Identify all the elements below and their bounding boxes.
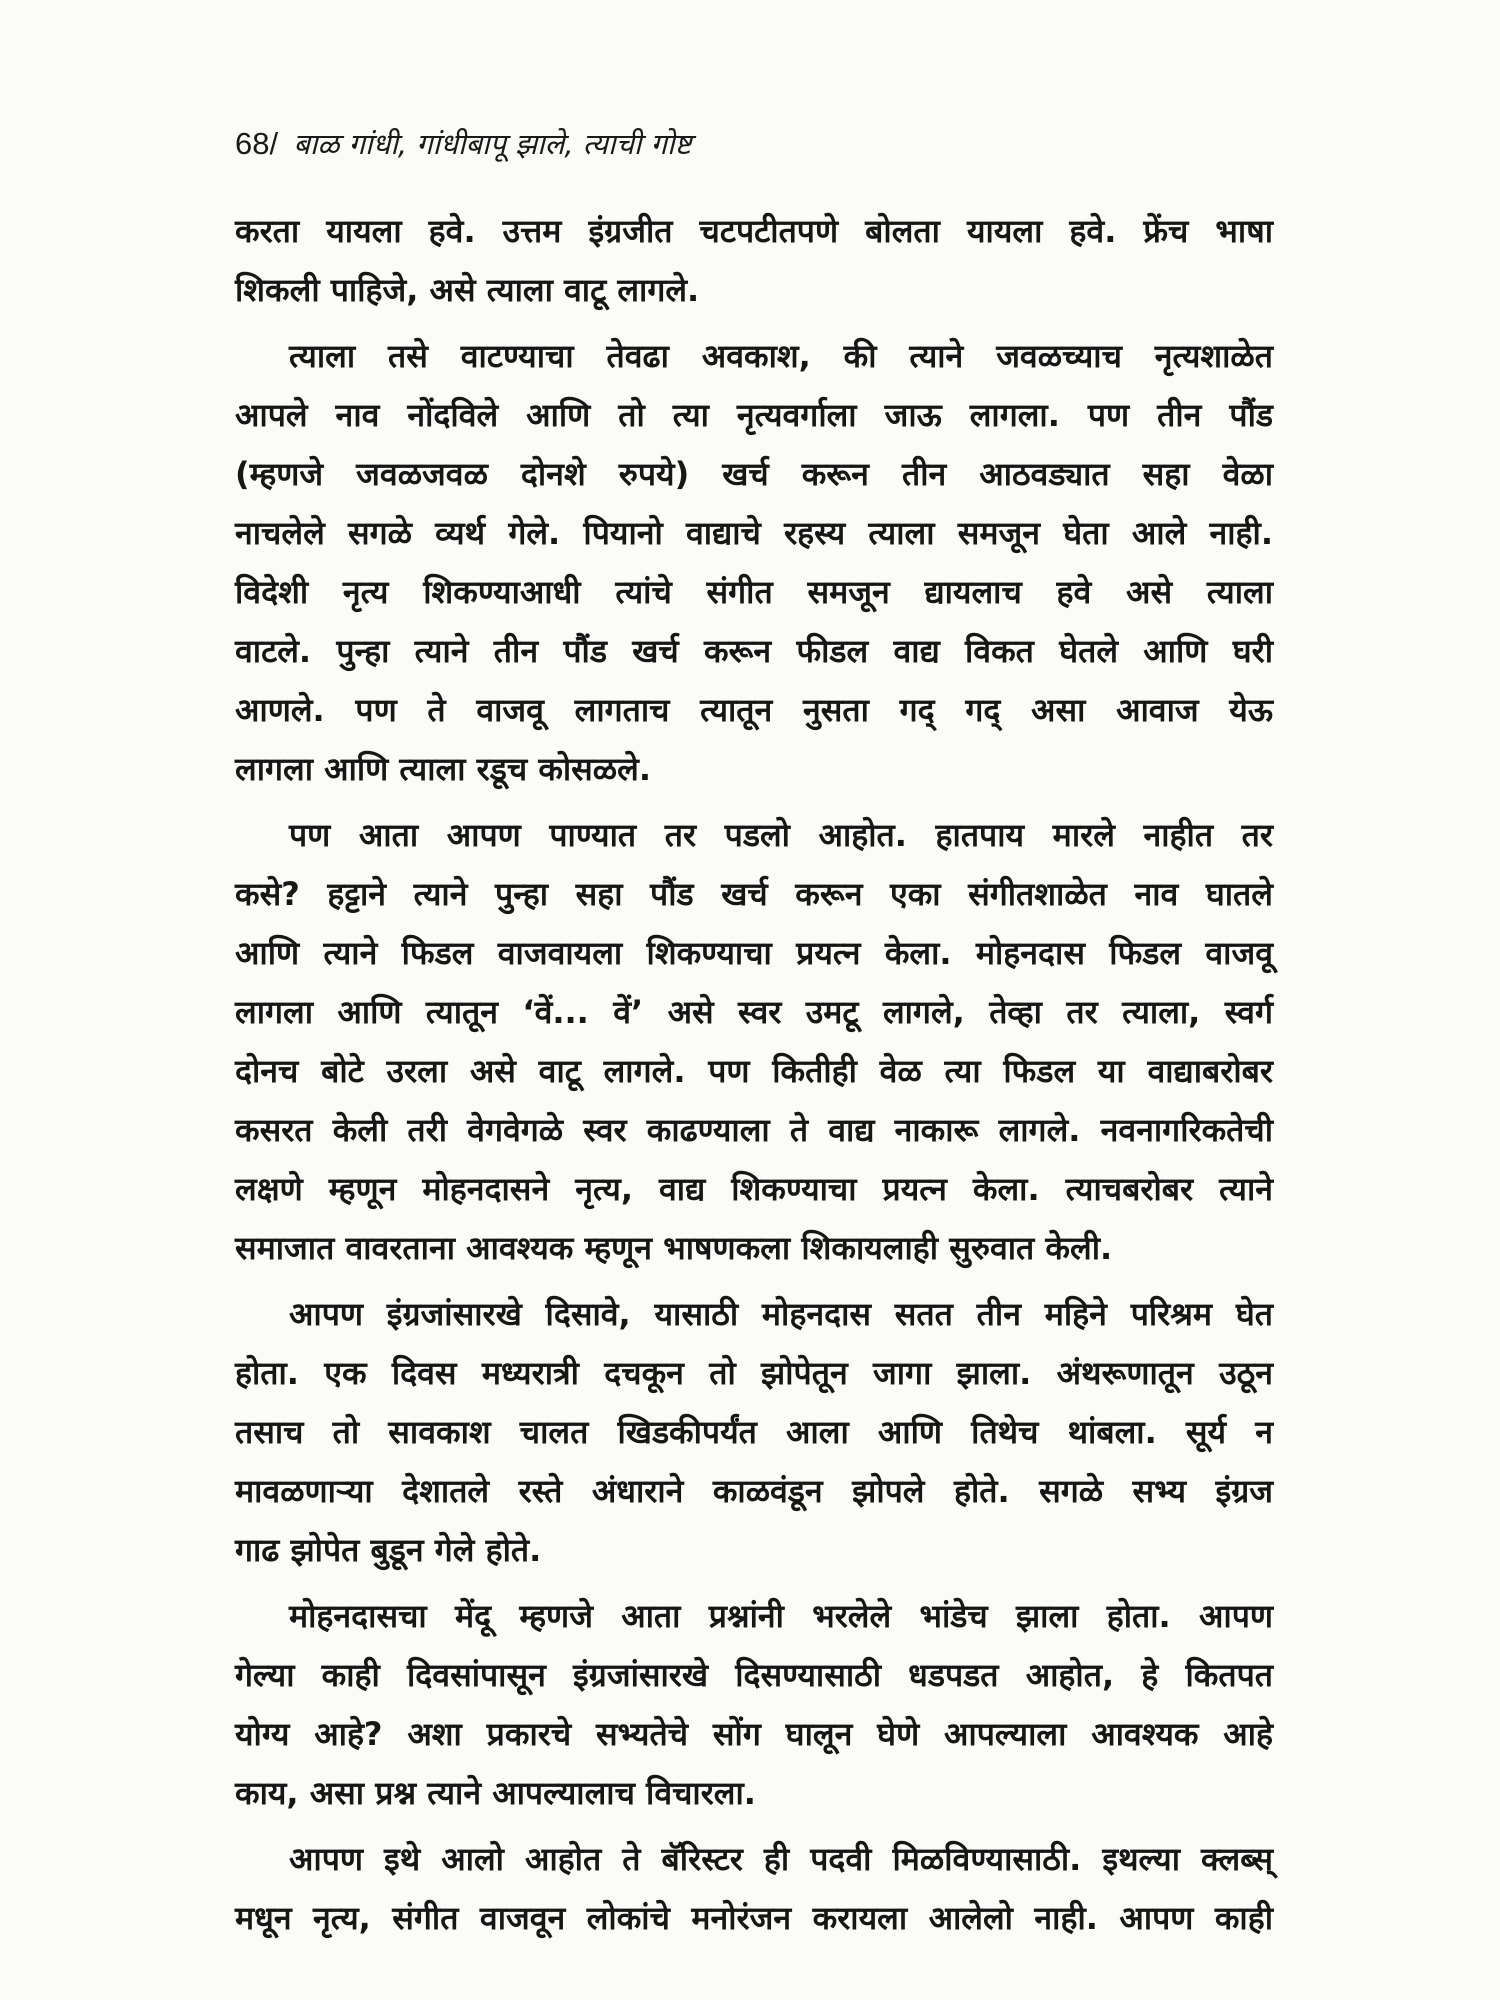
text-line: लागला आणि त्याला रडूच कोसळले. [235,750,651,788]
text-line: कसरत केली तरी वेगवेगळे स्वर काढण्याला ते वाद्य नाकारू लागले. नवनागरिकतेची [235,1111,1273,1149]
text-line: (म्हणजे जवळजवळ दोनशे रुपये) खर्च करून तीन आठवड्यात सहा वेळा [235,455,1273,493]
page-number: 68/ [235,126,279,161]
text-line: विदेशी नृत्य शिकण्याआधी त्यांचे संगीत समजून द्यायलाच हवे असे त्याला [235,573,1273,611]
paragraph-4 [235,1285,1273,1580]
text-line: शिकली पाहिजे, असे त्याला वाटू लागले. [235,271,700,309]
text-line: मधून नृत्य, संगीत वाजवून लोकांचे मनोरंजन करायला आलेलो नाही. आपण काही [235,1899,1273,1937]
text-line: आणले. पण ते वाजवू लागताच त्यातून नुसता गद् गद् असा आवाज येऊ [235,691,1273,729]
running-title: बाळ गांधी, गांधीबापू झाले, त्याची गोष्ट [293,127,692,161]
paragraph-5 [235,1587,1273,1823]
text-line: लागला आणि त्यातून ‘वें... वें’ असे स्वर उमटू लागले, तेव्हा तर त्याला, स्वर्ग [235,993,1273,1031]
text-line: योग्य आहे? अशा प्रकारचे सभ्यतेचे सोंग घालून घेणे आपल्याला आवश्यक आहे [235,1715,1273,1753]
text-line: मोहनदासचा मेंदू म्हणजे आता प्रश्नांनी भरलेले भांडेच झाला होता. आपण [289,1597,1273,1635]
text-line: आपले नाव नोंदविले आणि तो त्या नृत्यवर्गाला जाऊ लागला. पण तीन पौंड [235,396,1273,434]
text-line: त्याला तसे वाटण्याचा तेवढा अवकाश, की त्याने जवळच्याच नृत्यशाळेत [289,337,1273,375]
text-line: होता. एक दिवस मध्यरात्री दचकून तो झोपेतून जागा झाला. अंथरूणातून उठून [235,1354,1273,1392]
text-line: कसे? हट्टाने त्याने पुन्हा सहा पौंड खर्च करून एका संगीतशाळेत नाव घातले [235,875,1273,913]
paragraph-1 [235,202,1273,320]
paragraph-6 [235,1830,1273,1948]
text-line: आपण इंग्रजांसारखे दिसावे, यासाठी मोहनदास सतत तीन महिने परिश्रम घेत [289,1295,1273,1333]
paragraph-2 [235,327,1273,799]
paragraph-3 [235,806,1273,1278]
text-line: मावळणाऱ्या देशातले रस्ते अंधाराने काळवंडून झोपले होते. सगळे सभ्य इंग्रज [235,1472,1273,1510]
text-line: गाढ झोपेत बुडून गेले होते. [235,1531,542,1569]
running-header [235,124,691,164]
text-line: नाचलेले सगळे व्यर्थ गेले. पियानो वाद्याचे रहस्य त्याला समजून घेता आले नाही. [235,514,1273,552]
text-line: तसाच तो सावकाश चालत खिडकीपर्यंत आला आणि तिथेच थांबला. सूर्य न [235,1413,1273,1451]
text-line: वाटले. पुन्हा त्याने तीन पौंड खर्च करून फीडल वाद्य विकत घेतले आणि घरी [235,632,1273,670]
text-line: आपण इथे आलो आहोत ते बॅरिस्टर ही पदवी मिळविण्यासाठी. इथल्या क्लब्स् [289,1840,1273,1878]
text-line: पण आता आपण पाण्यात तर पडलो आहोत. हातपाय मारले नाहीत तर [289,816,1273,854]
text-line: लक्षणे म्हणून मोहनदासने नृत्य, वाद्य शिकण्याचा प्रयत्न केला. त्याचबरोबर त्याने [235,1170,1273,1208]
text-line: दोनच बोटे उरला असे वाटू लागले. पण कितीही वेळ त्या फिडल या वाद्याबरोबर [235,1052,1273,1090]
body-text [235,202,1273,1948]
text-line: करता यायला हवे. उत्तम इंग्रजीत चटपटीतपणे बोलता यायला हवे. फ्रेंच भाषा [235,212,1273,250]
text-line: काय, असा प्रश्न त्याने आपल्यालाच विचारला. [235,1774,756,1812]
text-line: समाजात वावरताना आवश्यक म्हणून भाषणकला शिकायलाही सुरुवात केली. [235,1229,1113,1267]
text-line: आणि त्याने फिडल वाजवायला शिकण्याचा प्रयत्न केला. मोहनदास फिडल वाजवू [235,934,1273,972]
text-line: गेल्या काही दिवसांपासून इंग्रजांसारखे दिसण्यासाठी धडपडत आहोत, हे कितपत [235,1656,1273,1694]
